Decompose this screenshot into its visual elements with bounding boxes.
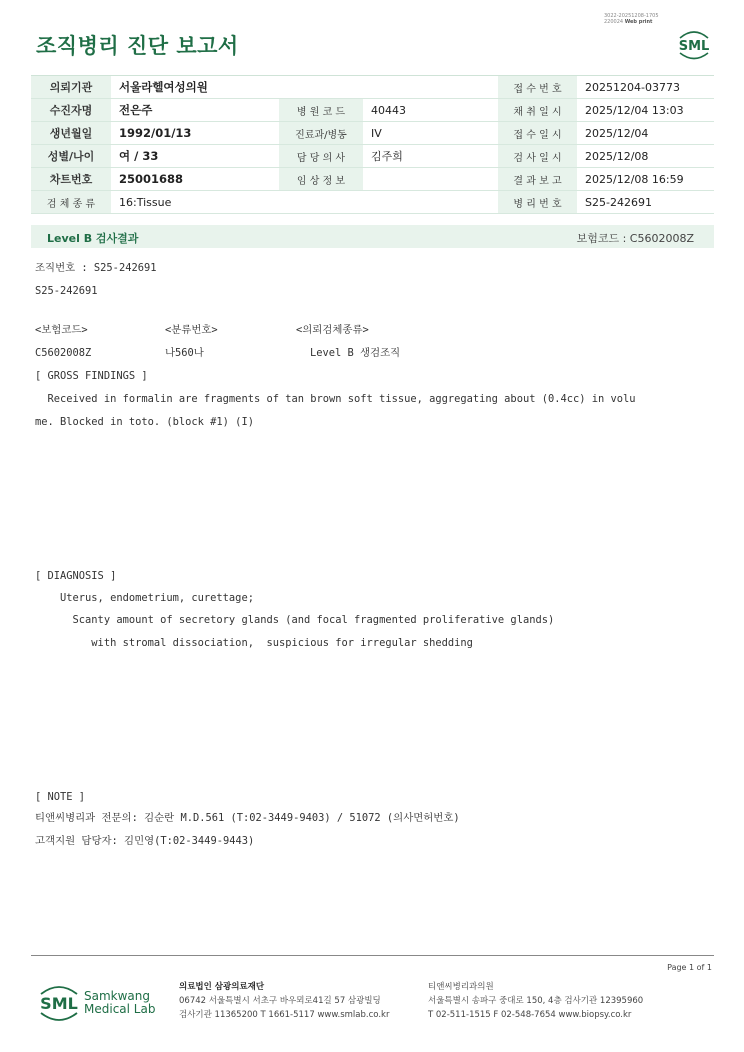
note-heading: [ NOTE ]: [35, 791, 86, 803]
diagnosis-line: Uterus, endometrium, curettage;: [35, 592, 254, 604]
note-line: 고객지원 담당자: 김민영(T:02-3449-9443): [35, 835, 255, 847]
sexage-label: 성별/나이: [31, 145, 111, 168]
insurance-code-value: C5602008Z: [35, 347, 92, 359]
footer-sml-logo: [36, 980, 82, 1030]
collected-value: 2025/12/04 13:03: [577, 99, 714, 122]
info-row: [31, 168, 714, 191]
specimen-type-header: <의뢰검체종류>: [296, 324, 369, 336]
class-number-value: 나560나: [165, 347, 204, 359]
print-reference: [604, 13, 659, 25]
reference-code: 3022-20251208-1705: [604, 13, 659, 19]
insurance-code-header: <보험코드>: [35, 324, 88, 336]
web-print-label: Web print: [624, 19, 653, 25]
brand-line: Samkwang: [84, 989, 150, 1003]
hospital-code-value: 40443: [363, 99, 498, 122]
chart-value: 25001688: [111, 168, 279, 191]
note-line: 티앤씨병리과 전문의: 김순란 M.D.561 (T:02-3449-9403) / 51072 (의사면허번호): [35, 812, 460, 824]
doctor-label: 담 당 의 사: [279, 145, 363, 168]
footer-divider: [31, 955, 714, 956]
footer-logo-text: SML: [40, 994, 78, 1013]
pathno-value: S25-242691: [577, 191, 714, 214]
gross-findings-line: Received in formalin are fragments of tan brown soft tissue, aggregating about (0.4cc) in volu: [35, 393, 636, 405]
reference-number: 220024: [604, 19, 624, 25]
sml-logo: [674, 26, 714, 66]
brand-line: Medical Lab: [84, 1002, 156, 1016]
specimen-value: 16:Tissue: [111, 191, 498, 214]
brand-name: [84, 990, 155, 1016]
accession-label: 접 수 번 호: [498, 76, 577, 99]
dept-label: 진료과/병동: [279, 122, 363, 145]
collected-label: 채 취 일 시: [498, 99, 577, 122]
accession-value: 20251204-03773: [577, 76, 714, 99]
received-label: 접 수 일 시: [498, 122, 577, 145]
requester-value: 서울라헬여성의원: [111, 76, 498, 99]
foundation-contact: 검사기관 11365200 T 1661-5117 www.smlab.co.kr: [179, 1010, 390, 1020]
dob-label: 생년월일: [31, 122, 111, 145]
info-row: [31, 122, 714, 145]
patient-label: 수진자명: [31, 99, 111, 122]
tissue-number-line: 조직번호 : S25-242691: [35, 262, 157, 274]
info-row: [31, 76, 714, 99]
specimen-label: 검 체 종 류: [31, 191, 111, 214]
diagnosis-heading: [ DIAGNOSIS ]: [35, 570, 117, 582]
dept-value: IV: [363, 122, 498, 145]
tissue-number: S25-242691: [35, 285, 98, 297]
tested-label: 검 사 일 시: [498, 145, 577, 168]
clinical-value: [363, 168, 498, 191]
reported-value: 2025/12/08 16:59: [577, 168, 714, 191]
hospital-code-label: 병 원 코 드: [279, 99, 363, 122]
foundation-address: 06742 서울특별시 서초구 바우뫼로41길 57 삼광빌딩: [179, 996, 381, 1006]
sml-logo-text: SML: [678, 39, 710, 54]
tested-value: 2025/12/08: [577, 145, 714, 168]
received-value: 2025/12/04: [577, 122, 714, 145]
diagnosis-line: Scanty amount of secretory glands (and focal fragmented proliferative glands): [35, 614, 555, 626]
clinical-label: 임 상 정 보: [279, 168, 363, 191]
doctor-value: 김주희: [363, 145, 498, 168]
report-title: 조직병리 진단 보고서: [36, 34, 239, 58]
diagnosis-line: with stromal dissociation, suspicious for irregular shedding: [35, 637, 473, 649]
class-number-header: <분류번호>: [165, 324, 218, 336]
requester-label: 의뢰기관: [31, 76, 111, 99]
pathno-label: 병 리 번 호: [498, 191, 577, 214]
section-title: Level B 검사결과: [47, 232, 139, 245]
foundation-info: [179, 980, 389, 1022]
patient-value: 전은주: [111, 99, 279, 122]
sexage-value: 여 / 33: [111, 145, 279, 168]
info-row: [31, 99, 714, 122]
info-row: [31, 145, 714, 168]
patient-info-table: [31, 75, 714, 214]
insurance-code: 보험코드 : C5602008Z: [576, 232, 694, 245]
result-section-header: [31, 225, 714, 248]
clinic-name: 티앤씨병리과의원: [428, 982, 494, 992]
clinic-address: 서울특별시 송파구 중대로 150, 4층 검사기관 12395960: [428, 996, 644, 1006]
clinic-info: [428, 980, 643, 1022]
page-number: Page 1 of 1: [667, 963, 712, 972]
specimen-type-value: Level B 생검조직: [310, 347, 401, 359]
dob-value: 1992/01/13: [111, 122, 279, 145]
gross-findings-heading: [ GROSS FINDINGS ]: [35, 370, 148, 382]
foundation-name: 의료법인 삼광의료재단: [179, 982, 265, 992]
info-row: [31, 191, 714, 214]
reported-label: 결 과 보 고: [498, 168, 577, 191]
gross-findings-line: me. Blocked in toto. (block #1) (I): [35, 416, 254, 428]
chart-label: 차트번호: [31, 168, 111, 191]
clinic-contact: T 02-511-1515 F 02-548-7654 www.biopsy.co.kr: [428, 1010, 632, 1020]
